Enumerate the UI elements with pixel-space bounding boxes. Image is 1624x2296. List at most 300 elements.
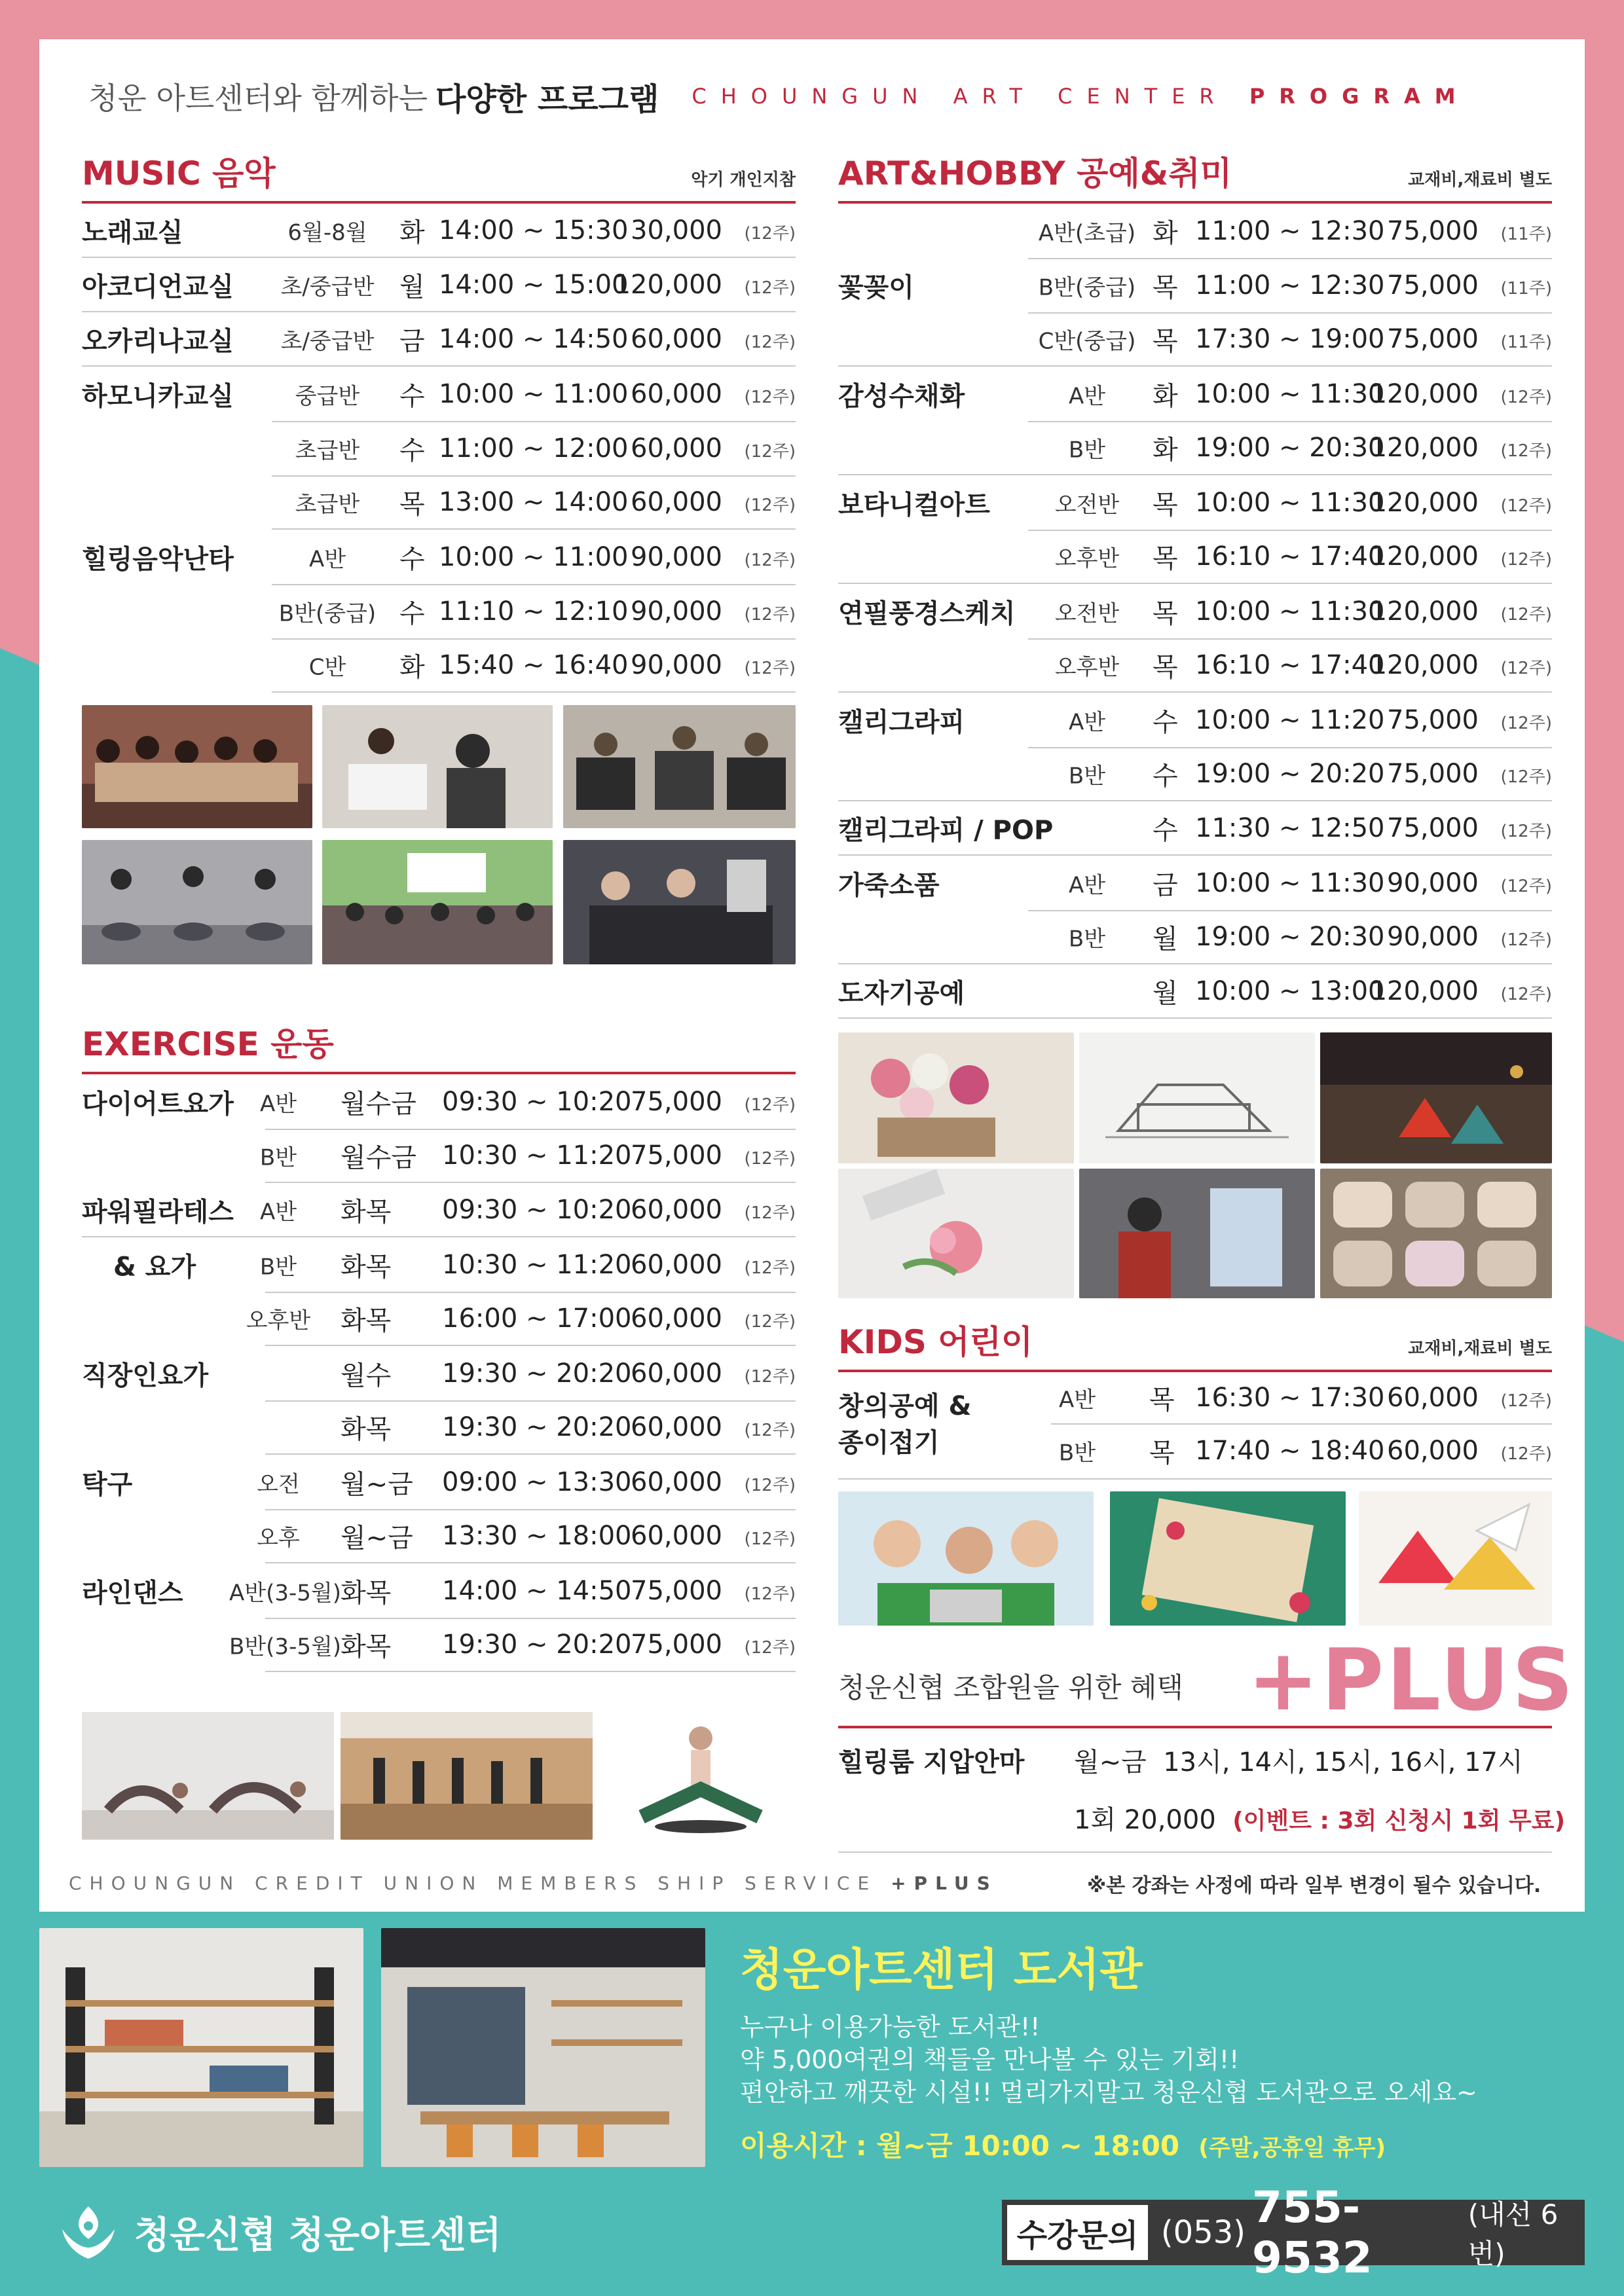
art-photo-pottery: [1320, 1169, 1552, 1298]
class-weeks: (12주): [744, 1203, 796, 1223]
table-row: [82, 258, 796, 312]
table-row: [82, 1074, 796, 1129]
table-row: [272, 584, 796, 638]
brand-logo-icon: [56, 2203, 121, 2262]
class-day: 화: [1153, 381, 1178, 411]
class-name: 직장인요가: [82, 1360, 209, 1391]
library-line-2: 약 5,000여권의 책들을 만나볼 수 있는 기회!!: [740, 2045, 1240, 2074]
class-day: 월~금: [341, 1523, 413, 1553]
class-price: 60,000: [1387, 1436, 1479, 1466]
class-level: C반(중급): [1038, 328, 1136, 354]
table-row: [82, 367, 796, 421]
class-name: 탁구: [82, 1469, 133, 1499]
class-level: A반: [259, 1091, 297, 1117]
class-time: 16:30 ~ 17:30: [1195, 1383, 1385, 1413]
class-time: 19:00 ~ 20:20: [1195, 758, 1385, 789]
class-price: 60,000: [631, 378, 722, 409]
table-row: [229, 1618, 796, 1672]
table-row: [838, 584, 1552, 638]
class-time: 14:00 ~ 14:50: [439, 323, 629, 354]
class-name: 보타니컬아트: [838, 490, 990, 520]
class-level: 초/중급반: [280, 274, 375, 300]
class-time: 10:00 ~ 11:00: [439, 541, 629, 572]
plus-event: (이벤트 : 3회 신청시 1회 무료): [1232, 1808, 1566, 1834]
class-day: 수: [1153, 761, 1178, 791]
class-level: A반(초급): [1038, 220, 1136, 246]
library-photo-shelves: [39, 1928, 363, 2167]
class-time: 10:00 ~ 13:00: [1195, 975, 1385, 1006]
class-level: B반: [1058, 1440, 1096, 1467]
exercise-title: EXERCISE 운동: [82, 1025, 334, 1063]
table-row: [838, 638, 1552, 693]
class-day: 화: [399, 217, 425, 247]
library-hours: 이용시간 : 월~금 10:00 ~ 18:00 (주말,공휴일 휴무): [740, 2130, 1386, 2162]
class-day: 목: [1153, 490, 1178, 520]
class-level: 오후반: [246, 1307, 311, 1334]
class-time: 19:30 ~ 20:20: [442, 1358, 632, 1389]
art-title-bar: [838, 154, 1552, 204]
table-row: [265, 1400, 796, 1455]
library-photo-reading-room: [381, 1928, 705, 2167]
class-level: A반: [1068, 872, 1106, 898]
art-rows: [838, 204, 1552, 1019]
class-price: 30,000: [631, 215, 722, 246]
class-weeks: (12주): [1500, 930, 1552, 950]
class-weeks: (12주): [1500, 876, 1552, 896]
class-level: 초/중급반: [280, 328, 375, 354]
exercise-photo-pilates: [602, 1712, 796, 1840]
table-row: [246, 1292, 796, 1346]
music-photo-choir: [82, 705, 312, 828]
class-level: 오후: [257, 1525, 300, 1551]
class-level: A반: [1058, 1387, 1096, 1413]
class-weeks: (12주): [744, 1584, 796, 1604]
class-day: 목: [1153, 543, 1178, 574]
class-weeks: (12주): [1500, 767, 1552, 787]
class-weeks: (12주): [744, 1475, 796, 1495]
kids-photo-origami-crane: [1359, 1491, 1552, 1626]
art-photo-flowers: [838, 1032, 1074, 1163]
class-price: 60,000: [631, 1358, 722, 1389]
music-photo-class: [322, 705, 553, 828]
table-row: [272, 421, 796, 475]
class-time: 14:00 ~ 15:00: [439, 269, 629, 300]
class-day: 화: [399, 652, 425, 682]
class-level: B반: [1068, 437, 1106, 463]
library-title: 청운아트센터 도서관: [740, 1944, 1143, 1996]
class-price: 75,000: [1387, 270, 1479, 301]
class-day: 수: [399, 381, 425, 411]
class-weeks: (12주): [1500, 496, 1552, 516]
class-day: 월~금: [341, 1469, 413, 1499]
header-en: CHOUNGUN ART CENTER PROGRAM: [692, 84, 1470, 109]
class-level: B반(중급): [1038, 274, 1136, 301]
header-bold: 다양한 프로그램: [435, 81, 659, 118]
class-time: 10:00 ~ 11:30: [1195, 596, 1385, 627]
class-price: 60,000: [1387, 1383, 1479, 1413]
class-weeks: (12주): [744, 332, 796, 352]
class-day: 화목: [341, 1252, 392, 1282]
table-row: [838, 856, 1552, 910]
table-row: [838, 367, 1552, 421]
class-day: 월수금: [341, 1142, 416, 1173]
class-name: 감성수채화: [838, 381, 965, 411]
class-day: 화: [1153, 435, 1178, 465]
art-photo-sketch: [1079, 1032, 1315, 1163]
table-row: [82, 1346, 796, 1400]
class-day: 월: [1153, 924, 1178, 954]
class-price: 60,000: [631, 1520, 722, 1551]
class-time: 14:00 ~ 14:50: [442, 1575, 632, 1606]
class-level: 오후반: [1054, 654, 1120, 680]
class-time: 11:30 ~ 12:50: [1195, 812, 1385, 843]
class-price: 90,000: [1387, 867, 1479, 898]
kids-section: [838, 1322, 1552, 1480]
class-level: A반(3-5월): [229, 1580, 342, 1606]
class-weeks: (12주): [1500, 387, 1552, 407]
table-row: [1051, 1425, 1552, 1477]
class-weeks: (12주): [744, 604, 796, 625]
table-row: [272, 638, 796, 693]
class-price: 60,000: [631, 433, 722, 464]
class-time: 10:00 ~ 11:20: [1195, 704, 1385, 735]
class-level: A반: [1068, 709, 1106, 735]
table-row: [82, 1183, 796, 1237]
class-level: 초급반: [295, 491, 360, 517]
table-row: [838, 475, 1552, 530]
class-weeks: (12주): [744, 441, 796, 462]
contact-box: [1002, 2182, 1585, 2283]
table-row: [838, 421, 1552, 475]
class-level: 오후반: [1054, 545, 1120, 572]
class-price: 60,000: [631, 486, 722, 517]
table-row: [82, 312, 796, 367]
footer-english: CHOUNGUN CREDIT UNION MEMBERS SHIP SERVICE +PLUS: [69, 1872, 998, 1894]
table-row: [257, 1509, 796, 1563]
class-day: 화목: [341, 1414, 392, 1444]
music-title: MUSIC 음악: [82, 155, 276, 192]
class-day: 목: [1153, 652, 1178, 682]
footer-notice: ※본 강좌는 사정에 따라 일부 변경이 될수 있습니다.: [1087, 1874, 1541, 1897]
class-day: 월: [399, 272, 425, 302]
class-level: B반: [259, 1254, 297, 1280]
class-name: 도자기공예: [838, 978, 965, 1008]
exercise-rows: [82, 1074, 796, 1672]
exercise-photo-yoga: [82, 1712, 334, 1840]
class-price: 60,000: [631, 1249, 722, 1280]
table-row: [82, 204, 796, 258]
class-weeks: (12주): [1500, 1444, 1552, 1464]
class-time: 10:00 ~ 11:30: [1195, 867, 1385, 898]
class-price: 75,000: [631, 1086, 722, 1117]
class-price: 60,000: [631, 1303, 722, 1334]
art-photo-botanical: [838, 1169, 1074, 1298]
class-level: 오전반: [1054, 492, 1120, 518]
class-price: 120,000: [1370, 432, 1479, 463]
class-name: 다이어트요가: [82, 1089, 234, 1119]
table-row: [1051, 1372, 1552, 1425]
table-row: [82, 530, 796, 584]
class-time: 09:30 ~ 10:20: [442, 1194, 632, 1225]
class-price: 60,000: [631, 323, 722, 354]
class-weeks: (12주): [744, 1258, 796, 1278]
class-weeks: (12주): [1500, 604, 1552, 625]
class-name: 하모니카교실: [82, 381, 234, 411]
table-row: [259, 1129, 796, 1183]
class-day: 수: [399, 544, 425, 574]
class-weeks: (11주): [1500, 224, 1552, 244]
music-rows: [82, 204, 796, 693]
class-time: 19:30 ~ 20:20: [442, 1629, 632, 1660]
class-level: 중급반: [295, 383, 360, 409]
kids-note: 교재비,재료비 별도: [1408, 1339, 1552, 1358]
kids-class-name: 창의공예 & 종이접기: [838, 1391, 972, 1458]
class-time: 13:00 ~ 14:00: [439, 486, 629, 517]
class-price: 120,000: [1370, 541, 1479, 572]
library-line-3: 편안하고 깨끗한 시설!! 멀리가지말고 청운신협 도서관으로 오세요~: [740, 2078, 1477, 2107]
class-day: 수: [399, 435, 425, 465]
class-price: 75,000: [631, 1629, 722, 1660]
table-row: [82, 1237, 796, 1292]
class-price: 90,000: [631, 596, 722, 627]
table-row: [838, 910, 1552, 964]
page-header: [88, 73, 1542, 119]
class-time: 09:00 ~ 13:30: [442, 1467, 632, 1497]
plus-title: 청운신협 조합원을 위한 혜택: [838, 1671, 1183, 1704]
class-day: 목: [1153, 272, 1178, 302]
class-time: 10:00 ~ 11:00: [439, 378, 629, 409]
class-time: 17:40 ~ 18:40: [1195, 1436, 1385, 1466]
music-title-bar: [82, 154, 796, 204]
class-level: B반: [1068, 763, 1106, 789]
class-price: 120,000: [1370, 649, 1479, 680]
class-time: 13:30 ~ 18:00: [442, 1520, 632, 1551]
class-name: 노래교실: [82, 217, 183, 247]
class-price: 75,000: [1387, 215, 1479, 246]
class-day: 목: [399, 489, 425, 519]
art-photo-leather: [1320, 1032, 1552, 1163]
class-name: 꽃꽂이: [838, 272, 914, 302]
class-day: 수: [1153, 815, 1178, 845]
class-price: 120,000: [1370, 378, 1479, 409]
class-price: 60,000: [631, 1467, 722, 1497]
class-price: 120,000: [1370, 975, 1479, 1006]
class-price: 75,000: [1387, 704, 1479, 735]
class-name: 캘리그라피 / POP: [838, 815, 1054, 845]
class-weeks: (12주): [744, 550, 796, 570]
class-price: 60,000: [631, 1194, 722, 1225]
table-row: [838, 312, 1552, 367]
class-time: 11:00 ~ 12:00: [439, 433, 629, 464]
table-row: [838, 693, 1552, 747]
class-weeks: (12주): [744, 1529, 796, 1549]
class-weeks: (12주): [744, 278, 796, 298]
class-day: 금: [399, 326, 425, 356]
class-weeks: (12주): [1500, 549, 1552, 570]
class-time: 16:10 ~ 17:40: [1195, 649, 1385, 680]
class-time: 10:00 ~ 11:30: [1195, 378, 1385, 409]
class-day: 월: [1153, 978, 1178, 1008]
class-level: B반: [1068, 926, 1106, 952]
library-line-1: 누구나 이용가능한 도서관!!: [740, 2013, 1041, 2041]
class-weeks: (12주): [1500, 821, 1552, 841]
kids-rows: [838, 1372, 1552, 1480]
class-price: 120,000: [1370, 596, 1479, 627]
plus-fee: 1회 20,000 (이벤트 : 3회 신청시 1회 무료): [1074, 1805, 1566, 1835]
class-time: 11:00 ~ 12:30: [1195, 270, 1385, 301]
class-level: 6월-8월: [287, 219, 367, 246]
class-weeks: (12주): [744, 1420, 796, 1440]
class-weeks: (12주): [1500, 658, 1552, 678]
class-weeks: (12주): [1500, 441, 1552, 461]
music-photo-ocarina: [563, 840, 796, 964]
table-row: [838, 204, 1552, 258]
music-section: [82, 154, 796, 693]
class-day: 금: [1153, 870, 1178, 900]
class-level: B반(3-5월): [229, 1633, 342, 1660]
class-time: 11:10 ~ 12:10: [439, 596, 629, 627]
music-photo-accordion: [563, 705, 796, 828]
class-level: A반: [308, 546, 346, 572]
class-weeks: (12주): [744, 658, 796, 678]
class-name: 가죽소품: [838, 870, 940, 900]
plus-divider-top: [838, 1726, 1552, 1728]
exercise-section: [82, 1025, 796, 1672]
table-row: [838, 530, 1552, 584]
class-name: 연필풍경스케치: [838, 598, 1016, 629]
brand-block: [56, 2203, 501, 2262]
class-level: 오전반: [1054, 600, 1120, 627]
class-day: 화: [1153, 218, 1178, 248]
class-price: 75,000: [1387, 758, 1479, 789]
kids-photo-origami-box: [1110, 1491, 1346, 1626]
music-photo-nanta: [82, 840, 312, 964]
exercise-title-bar: [82, 1025, 796, 1074]
class-name: 캘리그라피: [838, 707, 965, 737]
music-note: 악기 개인지참: [691, 170, 796, 190]
class-price: 75,000: [1387, 323, 1479, 354]
class-level: B반(중급): [278, 600, 377, 627]
class-day: 목: [1149, 1438, 1175, 1468]
table-row: [272, 475, 796, 530]
class-time: 16:10 ~ 17:40: [1195, 541, 1385, 572]
class-price: 90,000: [631, 649, 722, 680]
class-level: 오전: [257, 1471, 300, 1497]
class-name: 라인댄스: [82, 1578, 183, 1608]
art-title: ART&HOBBY 공예&취미: [838, 155, 1232, 192]
class-price: 75,000: [631, 1140, 722, 1171]
table-row: [838, 964, 1552, 1019]
table-row: [82, 1455, 796, 1509]
table-row: [838, 258, 1552, 312]
class-name: 아코디언교실: [82, 272, 234, 302]
brand-name: 청운신협 청운아트센터: [134, 2214, 502, 2257]
class-weeks: (12주): [744, 1366, 796, 1387]
kids-title: KIDS 어린이: [838, 1323, 1033, 1361]
class-name: 파워필라테스: [82, 1197, 234, 1227]
class-time: 17:30 ~ 19:00: [1195, 323, 1385, 354]
class-day: 수: [1153, 707, 1178, 737]
class-time: 10:30 ~ 11:20: [442, 1249, 632, 1280]
class-weeks: (11주): [1500, 332, 1552, 352]
class-time: 10:00 ~ 11:30: [1195, 487, 1385, 518]
class-weeks: (12주): [1500, 1391, 1552, 1411]
plus-schedule: 월~금 13시, 14시, 15시, 16시, 17시: [1074, 1747, 1523, 1777]
class-price: 75,000: [1387, 812, 1479, 843]
class-weeks: (12주): [744, 1095, 796, 1115]
class-name: 오카리나교실: [82, 326, 234, 356]
class-day: 화목: [341, 1197, 392, 1227]
class-level: B반: [259, 1144, 297, 1171]
plus-service-name: 힐링룸 지압안마: [838, 1747, 1025, 1777]
class-time: 10:30 ~ 11:20: [442, 1140, 632, 1171]
class-weeks: (12주): [744, 1148, 796, 1169]
table-row: [838, 747, 1552, 801]
class-day: 목: [1153, 326, 1178, 356]
class-name: 힐링음악난타: [82, 544, 234, 574]
class-day: 목: [1149, 1385, 1175, 1415]
class-weeks: (11주): [1500, 278, 1552, 299]
class-weeks: (12주): [744, 495, 796, 515]
class-weeks: (12주): [744, 223, 796, 244]
art-photo-watercolor: [1079, 1169, 1315, 1298]
table-row: [82, 1563, 796, 1618]
plus-badge: +PLUS: [1247, 1630, 1576, 1730]
class-price: 60,000: [631, 1412, 722, 1442]
class-price: 120,000: [1370, 487, 1479, 518]
kids-photo-children: [838, 1491, 1094, 1626]
music-photo-audience: [322, 840, 553, 964]
class-day: 월수금: [341, 1089, 416, 1119]
class-day: 목: [1153, 598, 1178, 629]
class-price: 90,000: [1387, 921, 1479, 952]
kids-title-bar: [838, 1322, 1552, 1372]
header-pre: 청운 아트센터와 함께하는: [88, 81, 428, 116]
class-day: 수: [399, 598, 425, 629]
class-level: 초급반: [295, 437, 360, 464]
class-level: A반: [259, 1199, 297, 1225]
class-weeks: (12주): [744, 1311, 796, 1332]
contact-number: (053) 755-9532 (내선 6번): [1160, 2182, 1559, 2283]
class-time: 19:00 ~ 20:30: [1195, 921, 1385, 952]
class-price: 120,000: [614, 269, 722, 300]
class-weeks: (12주): [1500, 984, 1552, 1004]
class-price: 90,000: [631, 541, 722, 572]
class-weeks: (12주): [1500, 713, 1552, 733]
class-day: 화목: [341, 1578, 392, 1608]
class-time: 09:30 ~ 10:20: [442, 1086, 632, 1117]
contact-label: 수강문의: [1007, 2205, 1148, 2260]
plus-divider-bottom: [838, 1851, 1552, 1853]
class-day: 월수: [341, 1360, 392, 1391]
class-name: & 요가: [113, 1252, 196, 1282]
table-row: [838, 801, 1552, 856]
class-time: 14:00 ~ 15:30: [439, 215, 629, 246]
art-note: 교재비,재료비 별도: [1408, 170, 1552, 190]
class-level: C반: [308, 654, 346, 680]
class-time: 15:40 ~ 16:40: [439, 649, 629, 680]
class-time: 19:30 ~ 20:20: [442, 1412, 632, 1442]
class-weeks: (12주): [744, 1637, 796, 1658]
class-price: 75,000: [631, 1575, 722, 1606]
class-time: 11:00 ~ 12:30: [1195, 215, 1385, 246]
class-time: 19:00 ~ 20:30: [1195, 432, 1385, 463]
class-weeks: (12주): [744, 387, 796, 407]
art-section: [838, 154, 1552, 1019]
class-day: 화목: [341, 1631, 392, 1662]
class-day: 화목: [341, 1305, 392, 1336]
exercise-photo-linedance: [341, 1712, 593, 1840]
